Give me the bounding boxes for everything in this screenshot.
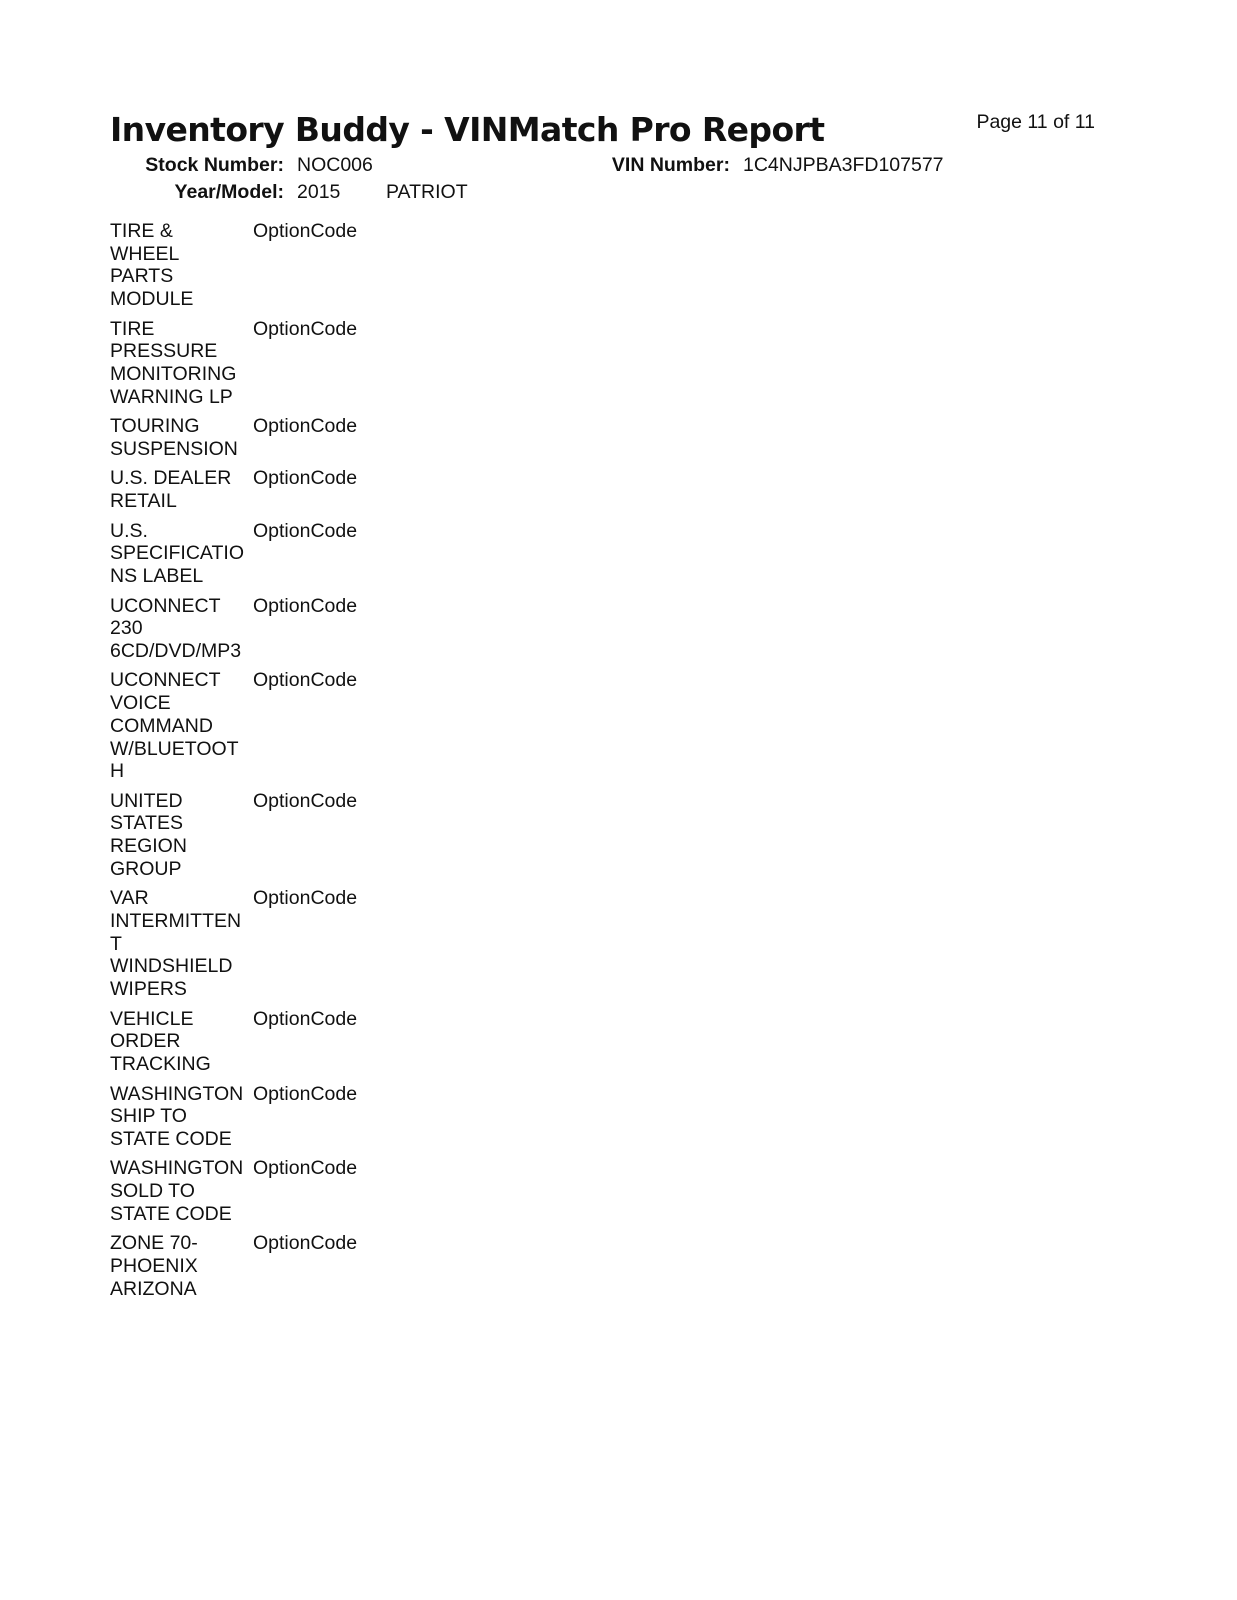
year-value: 2015 (297, 181, 341, 203)
option-type: OptionCode (253, 415, 358, 438)
option-name: VAR INTERMITTEN T WINDSHIELD WIPERS (110, 887, 242, 1001)
option-row (110, 1157, 357, 1225)
option-name: U.S. SPECIFICATIO NS LABEL (110, 519, 244, 588)
option-name: UCONNECT VOICE COMMAND W/BLUETOOT H (110, 669, 239, 783)
option-row (110, 669, 357, 783)
option-type: OptionCode (253, 1007, 358, 1030)
option-type: OptionCode (253, 220, 358, 242)
page-indicator: Page 11 of 11 (976, 111, 1095, 133)
option-row (110, 520, 357, 588)
option-name: U.S. DEALER RETAIL (110, 467, 232, 513)
model-value: PATRIOT (386, 181, 468, 203)
option-row (110, 467, 357, 512)
option-name: TIRE & WHEEL PARTS MODULE (110, 220, 194, 311)
option-row (110, 415, 357, 460)
option-row (110, 318, 357, 409)
option-type: OptionCode (253, 1157, 358, 1180)
stock-number-label: Stock Number: (145, 154, 284, 176)
option-row (110, 1083, 357, 1151)
option-name: WASHINGTON SOLD TO STATE CODE (110, 1157, 244, 1225)
vin-number-value: 1C4NJPBA3FD107577 (743, 154, 944, 176)
option-list (110, 220, 357, 1307)
option-name: UNITED STATES REGION GROUP (110, 789, 187, 880)
report-title: Inventory Buddy - VINMatch Pro Report (110, 110, 825, 149)
option-name: VEHICLE ORDER TRACKING (110, 1007, 211, 1076)
option-type: OptionCode (253, 317, 358, 340)
option-name: UCONNECT 230 6CD/DVD/MP3 (110, 594, 242, 662)
option-name: TIRE PRESSURE MONITORING WARNING LP (110, 317, 237, 408)
option-row (110, 1008, 357, 1076)
option-type: OptionCode (253, 1082, 358, 1105)
option-row (110, 1232, 357, 1300)
option-type: OptionCode (253, 519, 358, 542)
option-type: OptionCode (253, 594, 358, 617)
option-row (110, 790, 357, 881)
option-type: OptionCode (253, 467, 358, 490)
option-name: WASHINGTON SHIP TO STATE CODE (110, 1082, 244, 1150)
option-type: OptionCode (253, 669, 358, 692)
year-model-label: Year/Model: (174, 181, 284, 203)
option-type: OptionCode (253, 887, 358, 910)
option-row (110, 887, 357, 1001)
stock-number-value: NOC006 (297, 154, 373, 176)
option-type: OptionCode (253, 789, 358, 812)
option-name: TOURING SUSPENSION (110, 415, 238, 460)
option-row (110, 220, 357, 311)
vin-number-label: VIN Number: (611, 154, 730, 176)
option-row (110, 595, 357, 663)
option-name: ZONE 70- PHOENIX ARIZONA (110, 1232, 198, 1300)
option-type: OptionCode (253, 1232, 358, 1255)
